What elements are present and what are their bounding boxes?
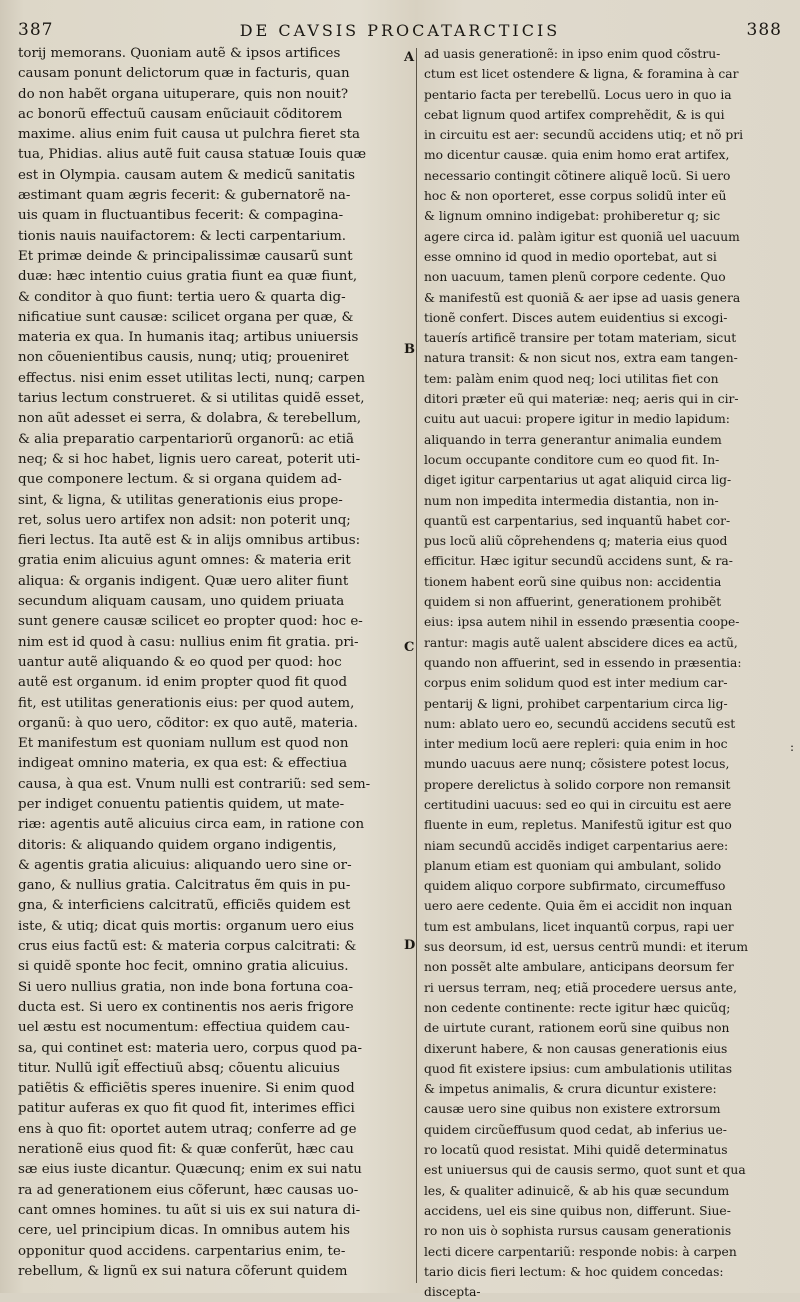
text-line: quando non affuerint, sed in essendo in præsentia: <box>424 655 742 670</box>
text-line: les, & qualiter adinuicẽ, & ab his quæ secundum <box>424 1183 730 1198</box>
text-line: effectus. nisi enim esset utilitas lecti, nunq; carpen <box>18 370 366 386</box>
text-line: nim est id quod à casu: nullius enim fit gratia. pri- <box>18 634 359 650</box>
left-text-column <box>18 44 415 1282</box>
text-line: titur. Nullũ igit̃ effectiuũ absq; cõuentu alicuius <box>18 1060 340 1076</box>
column-divider <box>416 48 417 1283</box>
text-line: non possẽt alte ambulare, anticipans deorsum fer <box>424 960 734 975</box>
page-number-left: 387 <box>18 20 54 40</box>
text-line: cere, uel principium dicas. In omnibus autem his <box>18 1223 350 1239</box>
margin-letter-c: C <box>404 640 415 655</box>
text-line: dixerunt habere, & non causas generationis eius <box>424 1041 728 1056</box>
running-title: DE CAVSIS PROCATARCTICIS <box>239 20 561 40</box>
text-line: & impetus animalis, & crura dicuntur existere: <box>424 1082 717 1097</box>
text-line: cant omnes homines. tu aũt si uis ex sui natura di- <box>18 1202 361 1218</box>
text-line: non aũt adesset ei serra, & dolabra, & terebellum, <box>18 411 362 427</box>
text-line: autẽ est organum. id enim propter quod fit quod <box>18 675 348 691</box>
text-line: causæ uero sine quibus non existere extrorsum <box>424 1102 721 1117</box>
text-line: gano, & nullius gratia. Calcitratus ẽm quis in pu- <box>18 878 351 894</box>
text-line: uero aere cedente. Quia ẽm ei accidit non inquan <box>424 899 733 914</box>
text-line: & manifestũ est quoniã & aer ipse ad uasis genera <box>424 290 741 305</box>
text-line: certitudini uacuus: sed eo qui in circuitu est aere <box>424 797 732 812</box>
text-line: tauerís artificẽ transire per totam materiam, sicut <box>424 331 737 346</box>
text-line: opponitur quod accidens. carpentarius enim, te- <box>18 1243 346 1259</box>
text-line: ri uersus terram, neq; etiã procedere uersus ante, <box>424 980 737 995</box>
text-line: accidens, uel eis sine quibus non, differunt. Siue- <box>424 1203 731 1218</box>
text-line: sa, qui continet est: materia uero, corpus quod pa- <box>18 1040 362 1056</box>
text-line: rantur: magis autẽ ualent abscidere dices ea actũ, <box>424 635 738 650</box>
text-line: est uniuersus qui de causis sermo, quot sunt et qua <box>424 1163 746 1178</box>
text-line: hoc & non oporteret, esse corpus solidũ inter eũ <box>424 189 727 204</box>
text-line: ad uasis generationẽ: in ipso enim quod cõstru- <box>424 47 721 61</box>
text-line: tem: palàm enim quod neq; loci utilitas fiet con <box>424 371 719 386</box>
page-number-right: 388 <box>746 20 782 40</box>
text-line: gratia enim alicuius agunt omnes: & materia erit <box>18 553 351 569</box>
text-line: causam ponunt delictorum quæ in facturis, quan <box>18 66 350 82</box>
text-line: & conditor à quo fiunt: tertia uero & quarta dig- <box>18 289 346 305</box>
text-line: uis quam in fluctuantibus fecerit: & compagina- <box>18 208 344 224</box>
text-line: discepta- <box>424 1285 481 1300</box>
text-line: ro non uis ò sophista rursus causam generationis <box>424 1224 732 1239</box>
text-line: uantur autẽ aliquando & eo quod per quod: hoc <box>18 654 342 670</box>
text-line: gna, & interficiens calcitratũ, efficiẽs quidem est <box>18 898 351 914</box>
text-line: pus locũ aliũ cõprehendens q; materia eius quod <box>424 534 728 549</box>
margin-letter-a: A <box>404 50 415 65</box>
text-line: sunt genere causæ scilicet eo propter quod: hoc e- <box>18 614 363 630</box>
text-line: inter medium locũ aere repleri: quia enim in hoc <box>424 737 728 752</box>
text-line: organũ: à quo uero, cõditor: ex quo autẽ, materia. <box>18 715 358 731</box>
text-line: non cedente continente: recte igitur hæc quicũq; <box>424 1000 731 1015</box>
text-line: quantũ est carpentarius, sed inquantũ habet cor- <box>424 513 731 528</box>
text-line: mo dicentur causæ. quia enim homo erat artifex, <box>424 148 730 163</box>
text-line: Si uero nullius gratia, non inde bona fortuna coa- <box>18 979 354 995</box>
text-line: pentario facta per terebellũ. Locus uero in quo ia <box>424 87 732 102</box>
text-line: corpus enim solidum quod est inter medium car- <box>424 676 728 691</box>
text-line: ro locatũ quod resistat. Mihi quidẽ determinatus <box>424 1143 728 1158</box>
text-line: si quidẽ sponte hoc fecit, omnino gratia alicuius. <box>18 959 349 975</box>
text-line: tario dicis fieri lectum: & hoc quidem concedas: <box>424 1264 724 1279</box>
text-line: indigeat omnino materia, ex qua est: & effectiua <box>18 756 348 772</box>
text-line: quod fit existere ipsius: cum ambulationis utilitas <box>424 1061 733 1076</box>
text-line: uel æstu est nocumentum: effectiua quidem cau- <box>18 1020 350 1036</box>
text-line: diget igitur carpentarius ut agat aliquid circa lig- <box>424 473 732 488</box>
running-header <box>18 18 782 42</box>
text-line: pentarij & ligni, prohibet carpentarium circa lig- <box>424 696 728 711</box>
text-line: efficitur. Hæc igitur secundũ accidens sunt, & ra- <box>424 554 733 569</box>
text-line: locum occupante conditore cum eo quod fit. In- <box>424 452 720 467</box>
text-line: ra ad generationem eius cõferunt, hæc causas uo- <box>18 1182 359 1198</box>
text-line: causa, à qua est. Vnum nulli est contrariũ: sed sem- <box>18 776 371 792</box>
text-line: non uacuum, tamen plenũ corpore cedente. Quo <box>424 270 726 285</box>
text-line: ditoris: & aliquando quidem organo indigentis, <box>18 837 337 853</box>
text-line: ac bonorũ effectuũ causam enũciauit cõditorem <box>18 106 343 122</box>
text-line: tarius lectum construeret. & si utilitas quidẽ esset, <box>18 391 365 407</box>
text-line: materia ex qua. In humanis itaq; artibus uniuersis <box>18 330 359 346</box>
text-line: que componere lectum. & si organa quidem ad- <box>18 472 342 488</box>
text-line: tionẽ confert. Disces autem euidentius si excogi- <box>424 310 728 325</box>
margin-letter-b: B <box>404 342 415 357</box>
text-line: num: ablato uero eo, secundũ accidens secutũ est <box>424 716 736 731</box>
text-line: propere derelictus à solido corpore non remansit <box>424 777 731 792</box>
text-line: tionis nauis nauifactorem: & lecti carpentarium. <box>18 228 347 244</box>
text-line: de uirtute curant, rationem eorũ sine quibus non <box>424 1021 730 1036</box>
text-line: esse omnino id quod in medio oportebat, aut si <box>424 249 717 264</box>
text-line: in circuitu est aer: secundũ accidens utiq; et nõ pri <box>424 128 744 143</box>
text-line: planum etiam est quoniam qui ambulant, solido <box>424 858 722 873</box>
text-line: aliquando in terra generantur animalia eundem <box>424 432 722 447</box>
text-line: do non habẽt organa uituperare, quis non nouit? <box>18 86 349 102</box>
text-line: fit, est utilitas generationis eius: per quod autem, <box>18 695 355 711</box>
text-line: tum est ambulans, licet inquantũ corpus, rapi uer <box>424 919 734 934</box>
text-line: fluente in eum, repletus. Manifestũ igitur est quo <box>424 818 732 833</box>
text-line: cebat lignum quod artifex comprehẽdit, & is qui <box>424 107 725 122</box>
text-line: & alia preparatio carpentariorũ organorũ: ac etiã <box>18 431 354 447</box>
text-line: patitur auferas ex quo fit quod fit, interimes effici <box>18 1101 355 1117</box>
text-line: natura transit: & non sicut nos, extra eam tangen- <box>424 351 738 366</box>
text-line: non cõuenientibus causis, nunq; utiq; proueniret <box>18 350 349 366</box>
text-line: secundum aliquam causam, uno quidem priuata <box>18 594 345 610</box>
text-line: ctum est licet ostendere & ligna, & foramina à car <box>424 67 739 82</box>
text-line: sint, & ligna, & utilitas generationis eius prope- <box>18 492 343 508</box>
text-line: Et manifestum est quoniam nullum est quod non <box>18 736 349 752</box>
text-line: crus eius factũ est: & materia corpus calcitrati: & <box>18 939 357 955</box>
text-line: eius: ipsa autem nihil in essendo præsentia coope- <box>424 615 740 630</box>
text-line: quidem si non affuerint, generationem prohibẽt <box>424 595 722 610</box>
text-line: ditori præter eũ qui materiæ: neq; aeris qui in cir- <box>424 392 739 407</box>
margin-letter-d: D <box>404 938 416 953</box>
edge-mark: : <box>789 740 794 754</box>
text-line: duæ: hæc intentio cuius gratia fiunt ea quæ fiunt, <box>18 269 358 285</box>
text-line: mundo uacuus aere nunq; cõsistere potest locus, <box>424 757 730 772</box>
text-line: maxime. alius enim fuit causa ut pulchra fieret sta <box>18 127 361 143</box>
text-line: quidem aliquo corpore subfirmato, circumeffuso <box>424 879 726 894</box>
text-line: ducta est. Si uero ex continentis nos aeris frigore <box>18 999 354 1015</box>
text-line: est in Olympia. causam autem & medicũ sanitatis <box>18 167 355 183</box>
text-line: sæ eius iuste dicantur. Quæcunq; enim ex sui natu <box>18 1162 362 1178</box>
text-line: iste, & utiq; dicat quis mortis: organum uero eius <box>18 918 355 934</box>
text-line: nerationẽ eius quod fit: & quæ conferũt, hæc cau <box>18 1142 354 1158</box>
text-line: patiẽtis & efficiẽtis speres inuenire. Si enim quod <box>18 1081 355 1097</box>
text-line: agere circa id. palàm igitur est quoniã uel uacuum <box>424 229 740 244</box>
text-line: cuitu aut uacui: propere igitur in medio lapidum: <box>424 412 730 427</box>
text-line: æstimant quam ægris fecerit: & gubernatorẽ na- <box>18 188 351 204</box>
text-line: tua, Phidias. alius autẽ fuit causa statuæ Iouis quæ <box>18 147 367 163</box>
text-line: necessario contingit cõtinere aliquẽ locũ. Si uero <box>424 168 731 183</box>
right-text-column <box>424 44 782 1302</box>
text-line: ens à quo fit: oportet autem utraq; conferre ad ge <box>18 1121 357 1137</box>
text-line: quidem circũeffusum quod cedat, ab inferius ue- <box>424 1122 727 1137</box>
text-line: aliqua: & organis indigent. Quæ uero aliter fiunt <box>18 573 349 589</box>
text-line: nificatiue sunt causæ: scilicet organa per quæ, & <box>18 309 354 325</box>
text-line: num non impedita intermedia distantia, non in- <box>424 493 719 508</box>
text-line: & lignum omnino indigebat: prohiberetur q; sic <box>424 209 721 224</box>
text-line: & agentis gratia alicuius: aliquando uero sine or- <box>18 857 352 873</box>
text-line: riæ: agentis autẽ alicuius circa eam, in ratione con <box>18 817 365 833</box>
text-line: neq; & si hoc habet, lignis uero careat, poterit uti- <box>18 451 361 467</box>
text-line: per indiget conuentu patientis quidem, ut mate- <box>18 796 345 812</box>
text-line: ret, solus uero artifex non adsit: non poterit unq; <box>18 512 351 528</box>
text-line: torij memorans. Quoniam autẽ & ipsos artifices <box>18 46 341 61</box>
text-line: sus deorsum, id est, uersus centrũ mundi: et iterum <box>424 940 749 955</box>
text-line: Et primæ deinde & principalissimæ causarũ sunt <box>18 248 353 264</box>
text-line: lecti dicere carpentariũ: responde nobis: à carpen <box>424 1244 737 1259</box>
text-line: fieri lectus. Ita autẽ est & in alijs omnibus artibus: <box>18 533 361 549</box>
text-line: rebellum, & lignũ ex sui natura cõferunt quidem <box>18 1263 348 1279</box>
text-line: tionem habent eorũ sine quibus non: accidentia <box>424 574 722 589</box>
text-line: niam secundũ accidẽs indiget carpentarius aere: <box>424 838 729 853</box>
